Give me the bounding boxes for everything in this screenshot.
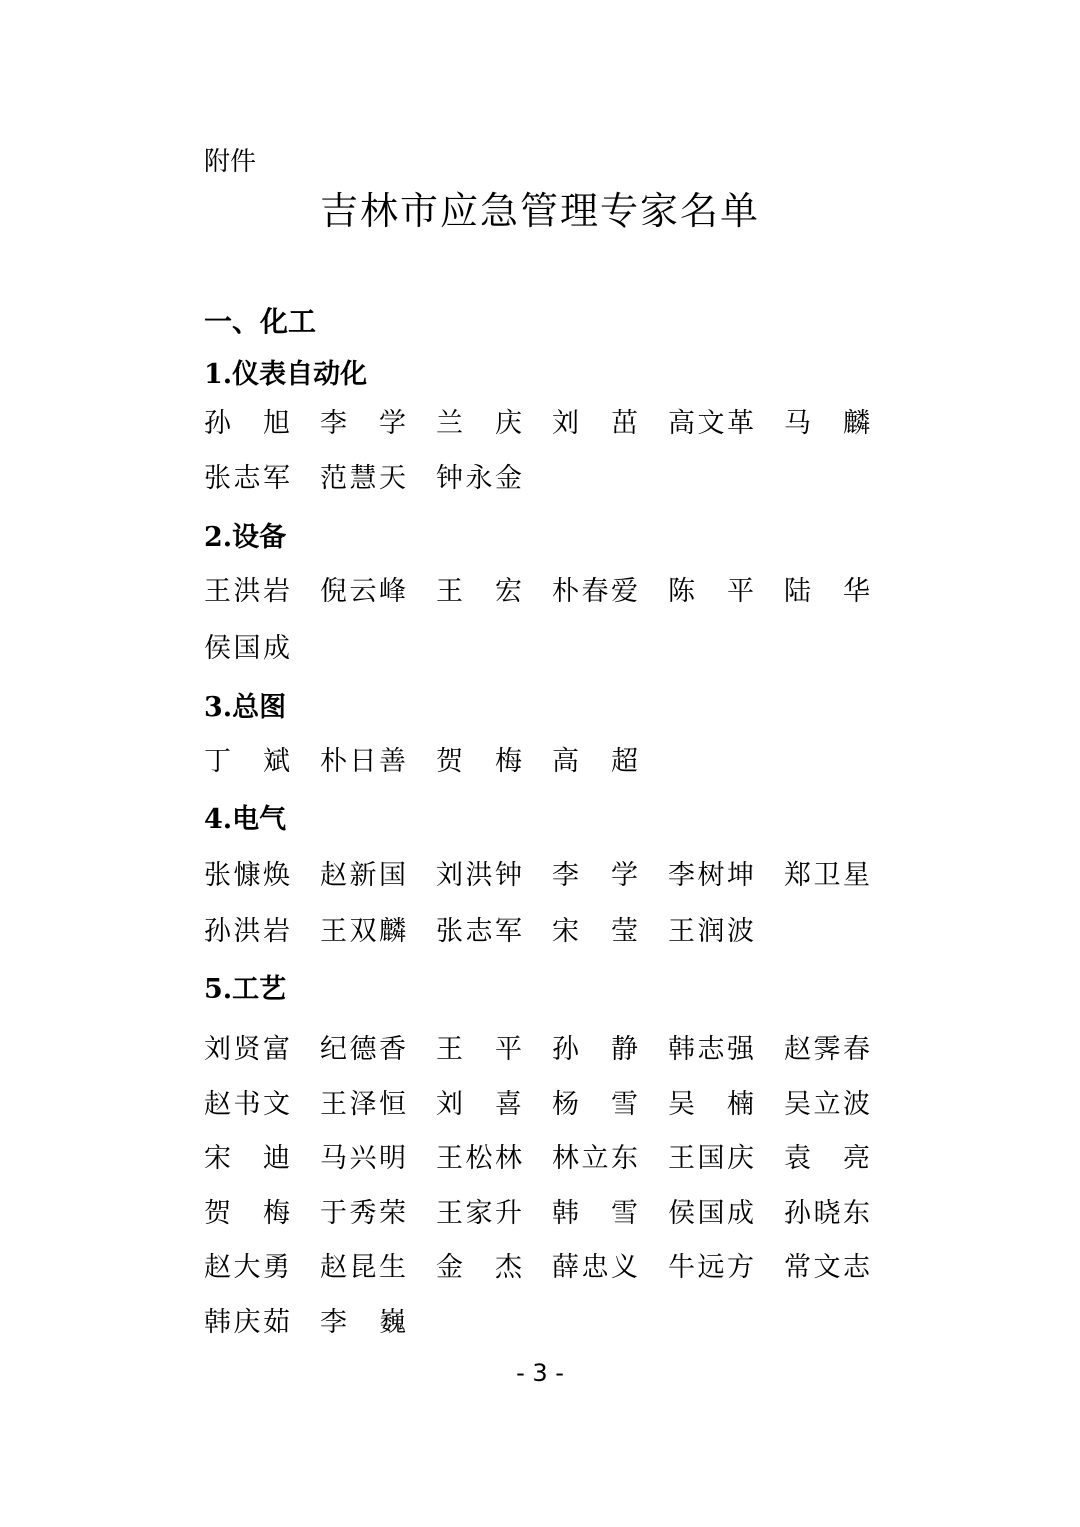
expert-name: 赵 昆 生 (320, 1252, 406, 1283)
expert-name: 常 文 志 (784, 1252, 870, 1283)
expert-name: 吴 立 波 (784, 1089, 870, 1120)
expert-name: 朴 春 爱 (552, 576, 638, 607)
expert-name: 朴 日 善 (320, 746, 406, 777)
expert-name: 王 松 林 (436, 1143, 522, 1174)
expert-name: 袁 亮 (784, 1143, 870, 1174)
name-row (204, 912, 904, 952)
expert-name: 刘 洪 钟 (436, 860, 522, 891)
expert-name: 林 立 东 (552, 1143, 638, 1174)
expert-name: 马 兴 明 (320, 1143, 406, 1174)
expert-name: 高 超 (552, 746, 638, 777)
name-row (204, 1248, 904, 1288)
expert-name: 马 麟 (784, 408, 870, 439)
name-row (204, 1030, 904, 1070)
attachment-label: 附件 (204, 147, 257, 177)
page-title: 吉林市应急管理专家名单 (319, 189, 760, 233)
name-row (204, 1139, 904, 1179)
expert-name: 郑 卫 星 (784, 860, 870, 891)
expert-name: 王 家 升 (436, 1198, 522, 1229)
expert-name: 侯 国 成 (668, 1198, 754, 1229)
expert-name: 钟 永 金 (436, 463, 522, 494)
expert-name: 牛 远 方 (668, 1252, 754, 1283)
subsection-heading: 4.电气 (204, 804, 287, 835)
name-row (204, 629, 904, 669)
expert-name: 张 慷 焕 (204, 860, 290, 891)
expert-name: 兰 庆 (436, 408, 522, 439)
expert-name: 贺 梅 (204, 1198, 290, 1229)
subsection-heading: 1.仪表自动化 (204, 359, 368, 390)
expert-name: 王 润 波 (668, 916, 754, 947)
expert-name: 赵 新 国 (320, 860, 406, 891)
expert-name: 王 洪 岩 (204, 576, 290, 607)
expert-name: 张 志 军 (204, 463, 290, 494)
expert-name: 孙 洪 岩 (204, 916, 290, 947)
expert-name: 李 树 坤 (668, 860, 754, 891)
expert-name: 韩 雪 (552, 1198, 638, 1229)
expert-name: 刘 贤 富 (204, 1034, 290, 1065)
expert-name: 王 双 麟 (320, 916, 406, 947)
subsection-heading: 3.总图 (204, 692, 287, 723)
expert-name: 孙 晓 东 (784, 1198, 870, 1229)
expert-name: 金 杰 (436, 1252, 522, 1283)
expert-name: 陆 华 (784, 576, 870, 607)
expert-name: 李 学 (320, 408, 406, 439)
name-row (204, 572, 904, 612)
expert-name: 范 慧 天 (320, 463, 406, 494)
expert-name: 丁 斌 (204, 746, 290, 777)
name-row (204, 459, 904, 499)
section-heading: 一、化工 (204, 305, 317, 338)
subsection-heading: 2.设备 (204, 522, 287, 553)
expert-name: 宋 莹 (552, 916, 638, 947)
subsection-heading: 5.工艺 (204, 974, 287, 1005)
expert-name: 宋 迪 (204, 1143, 290, 1174)
expert-name: 李 巍 (320, 1307, 406, 1338)
page-number: - 3 - (516, 1359, 564, 1387)
expert-name: 孙 静 (552, 1034, 638, 1065)
expert-name: 赵 书 文 (204, 1089, 290, 1120)
expert-name: 侯 国 成 (204, 633, 290, 664)
expert-name: 王 国 庆 (668, 1143, 754, 1174)
expert-name: 贺 梅 (436, 746, 522, 777)
name-row (204, 404, 904, 444)
name-row (204, 1085, 904, 1125)
expert-name: 刘 茁 (552, 408, 638, 439)
expert-name: 于 秀 荣 (320, 1198, 406, 1229)
expert-name: 吴 楠 (668, 1089, 754, 1120)
expert-name: 赵 大 勇 (204, 1252, 290, 1283)
expert-name: 刘 喜 (436, 1089, 522, 1120)
expert-name: 陈 平 (668, 576, 754, 607)
expert-name: 薛 忠 义 (552, 1252, 638, 1283)
expert-name: 王 宏 (436, 576, 522, 607)
expert-name: 韩 志 强 (668, 1034, 754, 1065)
name-row (204, 742, 904, 782)
expert-name: 倪 云 峰 (320, 576, 406, 607)
expert-name: 杨 雪 (552, 1089, 638, 1120)
name-row (204, 856, 904, 896)
expert-name: 王 平 (436, 1034, 522, 1065)
name-row (204, 1303, 904, 1343)
expert-name: 赵 霁 春 (784, 1034, 870, 1065)
expert-name: 李 学 (552, 860, 638, 891)
expert-name: 韩 庆 茹 (204, 1307, 290, 1338)
expert-name: 高 文 革 (668, 408, 754, 439)
expert-name: 王 泽 恒 (320, 1089, 406, 1120)
expert-name: 纪 德 香 (320, 1034, 406, 1065)
expert-name: 张 志 军 (436, 916, 522, 947)
name-row (204, 1194, 904, 1234)
expert-name: 孙 旭 (204, 408, 290, 439)
